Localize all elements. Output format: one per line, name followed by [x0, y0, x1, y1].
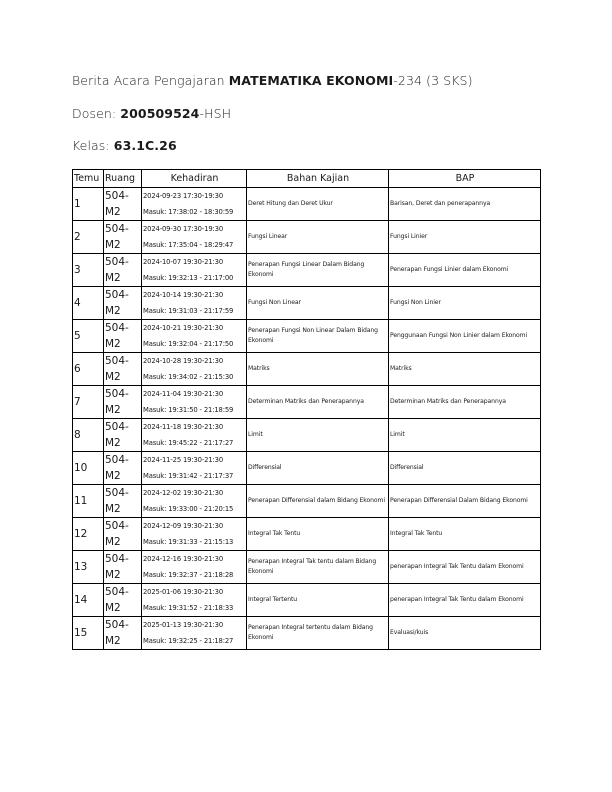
room-cell: 504- M2: [104, 584, 142, 617]
bap-cell: Integral Tak Tentu: [389, 518, 541, 551]
meeting-number: 4: [73, 287, 104, 320]
dosen-id: 200509524: [120, 106, 200, 121]
table-row: [73, 287, 541, 320]
attendance-cell: [142, 617, 247, 650]
study-material-cell: Determinan Matriks dan Penerapannya: [247, 386, 389, 419]
schedule-time: 2024-12-02 19:30-21:30: [143, 489, 223, 497]
table-row: [73, 320, 541, 353]
study-material-cell: Penerapan Differensial dalam Bidang Ekonomi: [247, 485, 389, 518]
schedule-time: 2024-11-18 19:30-21:30: [143, 423, 223, 431]
room-cell: 504- M2: [104, 254, 142, 287]
check-in-time: Masuk: 19:31:50 - 21:18:59: [143, 406, 234, 414]
bap-cell: Fungsi Non Linier: [389, 287, 541, 320]
bap-cell: penerapan Integral Tak Tentu dalam Ekonomi: [389, 551, 541, 584]
meeting-number: 12: [73, 518, 104, 551]
table-row: [73, 551, 541, 584]
study-material-cell: Penerapan Integral Tak tentu dalam Bidang Ekonomi: [247, 551, 389, 584]
study-material-cell: Limit: [247, 419, 389, 452]
course-suffix: -234 (3 SKS): [393, 73, 473, 88]
bap-cell: penerapan Integral Tak Tentu dalam Ekonomi: [389, 584, 541, 617]
table-row: [73, 254, 541, 287]
attendance-cell: [142, 221, 247, 254]
column-header-bahan-kajian: Bahan Kajian: [247, 170, 389, 188]
check-in-time: Masuk: 19:34:02 - 21:15:30: [143, 373, 234, 381]
bap-cell: Determinan Matriks dan Penerapannya: [389, 386, 541, 419]
attendance-cell: [142, 188, 247, 221]
table-header-row: [73, 170, 541, 188]
schedule-time: 2024-11-04 19:30-21:30: [143, 390, 223, 398]
title-prefix: Berita Acara Pengajaran: [72, 73, 229, 88]
schedule-time: 2024-09-30 17:30-19:30: [143, 225, 223, 233]
lecturer-line: [72, 106, 231, 121]
check-in-time: Masuk: 17:38:02 - 18:30:59: [143, 208, 234, 216]
bap-cell: Penerapan Fungsi Linier dalam Ekonomi: [389, 254, 541, 287]
study-material-cell: Fungsi Non Linear: [247, 287, 389, 320]
column-header-ruang: Ruang: [104, 170, 142, 188]
room-cell: 504- M2: [104, 617, 142, 650]
table-row: [73, 485, 541, 518]
meeting-number: 10: [73, 452, 104, 485]
schedule-time: 2024-12-16 19:30-21:30: [143, 555, 223, 563]
bap-cell: Differensial: [389, 452, 541, 485]
meeting-number: 5: [73, 320, 104, 353]
check-in-time: Masuk: 19:31:52 - 21:18:33: [143, 604, 234, 612]
room-cell: 504- M2: [104, 320, 142, 353]
attendance-cell: [142, 386, 247, 419]
meeting-number: 3: [73, 254, 104, 287]
table-row: [73, 452, 541, 485]
bap-cell: Limit: [389, 419, 541, 452]
room-cell: 504- M2: [104, 452, 142, 485]
document-title: [72, 73, 473, 88]
room-cell: 504- M2: [104, 287, 142, 320]
schedule-time: 2024-10-14 19:30-21:30: [143, 291, 223, 299]
schedule-time: 2024-12-09 19:30-21:30: [143, 522, 223, 530]
attendance-table: [72, 169, 541, 650]
room-cell: 504- M2: [104, 551, 142, 584]
room-cell: 504- M2: [104, 485, 142, 518]
attendance-cell: [142, 452, 247, 485]
study-material-cell: Matriks: [247, 353, 389, 386]
class-line: [72, 138, 177, 153]
schedule-time: 2024-10-21 19:30-21:30: [143, 324, 223, 332]
column-header-temu: Temu: [73, 170, 104, 188]
bap-cell: Penggunaan Fungsi Non Linier dalam Ekonomi: [389, 320, 541, 353]
schedule-time: 2025-01-13 19:30-21:30: [143, 621, 223, 629]
attendance-cell: [142, 320, 247, 353]
bap-cell: Penerapan Differensial Dalam Bidang Ekonomi: [389, 485, 541, 518]
check-in-time: Masuk: 19:32:25 - 21:18:27: [143, 637, 234, 645]
check-in-time: Masuk: 17:35:04 - 18:29:47: [143, 241, 234, 249]
meeting-number: 8: [73, 419, 104, 452]
check-in-time: Masuk: 19:32:37 - 21:18:28: [143, 571, 234, 579]
table-row: [73, 518, 541, 551]
study-material-cell: Deret Hitung dan Deret Ukur: [247, 188, 389, 221]
bap-cell: Fungsi Linier: [389, 221, 541, 254]
table-row: [73, 584, 541, 617]
study-material-cell: Integral Tak Tentu: [247, 518, 389, 551]
dosen-label: Dosen:: [72, 106, 121, 121]
meeting-number: 7: [73, 386, 104, 419]
schedule-time: 2025-01-06 19:30-21:30: [143, 588, 223, 596]
table-row: [73, 221, 541, 254]
check-in-time: Masuk: 19:45:22 - 21:17:27: [143, 439, 234, 447]
meeting-number: 15: [73, 617, 104, 650]
meeting-number: 13: [73, 551, 104, 584]
check-in-time: Masuk: 19:31:42 - 21:17:37: [143, 472, 234, 480]
attendance-cell: [142, 287, 247, 320]
bap-cell: Matriks: [389, 353, 541, 386]
table-body: [73, 188, 541, 650]
schedule-time: 2024-11-25 19:30-21:30: [143, 456, 223, 464]
attendance-cell: [142, 419, 247, 452]
study-material-cell: Penerapan Fungsi Linear Dalam Bidang Ekonomi: [247, 254, 389, 287]
attendance-cell: [142, 518, 247, 551]
meeting-number: 2: [73, 221, 104, 254]
check-in-time: Masuk: 19:32:04 - 21:17:50: [143, 340, 234, 348]
attendance-cell: [142, 551, 247, 584]
check-in-time: Masuk: 19:31:03 - 21:17:59: [143, 307, 234, 315]
room-cell: 504- M2: [104, 518, 142, 551]
column-header-bap: BAP: [389, 170, 541, 188]
table-row: [73, 353, 541, 386]
check-in-time: Masuk: 19:31:33 - 21:15:13: [143, 538, 234, 546]
meeting-number: 6: [73, 353, 104, 386]
room-cell: 504- M2: [104, 221, 142, 254]
meeting-number: 14: [73, 584, 104, 617]
check-in-time: Masuk: 19:33:00 - 21:20:15: [143, 505, 234, 513]
attendance-cell: [142, 485, 247, 518]
room-cell: 504- M2: [104, 353, 142, 386]
column-header-kehadiran: Kehadiran: [142, 170, 247, 188]
schedule-time: 2024-10-07 19:30-21:30: [143, 258, 223, 266]
bap-cell: Evaluasi/kuis: [389, 617, 541, 650]
meeting-number: 11: [73, 485, 104, 518]
room-cell: 504- M2: [104, 188, 142, 221]
table-row: [73, 386, 541, 419]
attendance-cell: [142, 254, 247, 287]
meeting-number: 1: [73, 188, 104, 221]
table-row: [73, 617, 541, 650]
study-material-cell: Fungsi Linear: [247, 221, 389, 254]
study-material-cell: Differensial: [247, 452, 389, 485]
schedule-time: 2024-10-28 19:30-21:30: [143, 357, 223, 365]
kelas-value: 63.1C.26: [113, 138, 177, 153]
check-in-time: Masuk: 19:32:13 - 21:17:00: [143, 274, 234, 282]
table-row: [73, 188, 541, 221]
attendance-cell: [142, 353, 247, 386]
kelas-label: Kelas:: [72, 138, 114, 153]
room-cell: 504- M2: [104, 386, 142, 419]
table-row: [73, 419, 541, 452]
attendance-cell: [142, 584, 247, 617]
room-cell: 504- M2: [104, 419, 142, 452]
study-material-cell: Penerapan Fungsi Non Linear Dalam Bidang Ekonomi: [247, 320, 389, 353]
study-material-cell: Penerapan Integral tertentu dalam Bidang Ekonomi: [247, 617, 389, 650]
bap-cell: Barisan, Deret dan penerapannya: [389, 188, 541, 221]
study-material-cell: Integral Tertentu: [247, 584, 389, 617]
schedule-time: 2024-09-23 17:30-19:30: [143, 192, 223, 200]
dosen-suffix: -HSH: [199, 106, 232, 121]
course-name: MATEMATIKA EKONOMI: [228, 73, 394, 88]
